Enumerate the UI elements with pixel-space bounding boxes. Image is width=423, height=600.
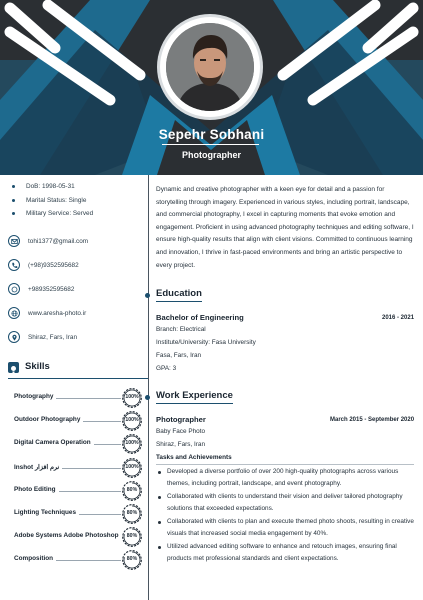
personal-item — [12, 197, 86, 204]
personal-item-label: DoB: 1998-05-31 — [26, 183, 75, 190]
job-company: Baby Face Photo — [156, 428, 206, 435]
education-dates: 2016 - 2021 — [382, 315, 415, 321]
skills-underline — [8, 378, 148, 379]
contact-website — [8, 306, 86, 320]
bullet-dot — [12, 199, 15, 202]
contact-whatsapp-text[interactable]: +989352595682 — [28, 285, 75, 293]
education-heading — [145, 287, 420, 303]
personal-item-label: Marital Status: Single — [26, 197, 87, 204]
education-gpa: GPA: 3 — [156, 365, 177, 372]
personal-item — [12, 183, 75, 190]
tasks-rule — [156, 464, 414, 465]
bullet-dot — [12, 212, 15, 215]
name-underline — [162, 144, 259, 145]
skill-row — [14, 411, 144, 431]
skill-level-badge — [122, 481, 142, 501]
skill-level-badge — [122, 550, 142, 570]
skill-name: Inshot نرم افزار — [14, 463, 62, 471]
skill-level-badge — [122, 504, 142, 524]
bullet-dot — [158, 546, 161, 549]
skill-level-badge — [122, 458, 142, 478]
section-dot — [145, 395, 150, 400]
job-dates: March 2015 - September 2020 — [330, 417, 415, 423]
education-institute: Institute/University: Fasa University — [156, 339, 256, 346]
skill-name: Photography — [14, 393, 56, 400]
profile-photo — [166, 23, 254, 111]
skill-name: Digital Camera Operation — [14, 439, 94, 446]
contact-location — [8, 330, 77, 344]
personal-item-label: Military Service: Served — [26, 210, 94, 217]
achievement-text: Collaborated with clients to plan and execute themed photo shoots, resulting in creative visuals that increased social media engagement by 40%. — [167, 518, 414, 538]
skill-row — [14, 458, 144, 478]
skill-row — [14, 527, 144, 547]
skill-name: Lighting Techniques — [14, 509, 79, 516]
candidate-name: Sepehr Sobhani — [158, 127, 265, 142]
contact-phone — [8, 258, 79, 272]
whatsapp-icon — [8, 283, 20, 295]
skill-name: Photo Editing — [14, 486, 59, 493]
achievement-item — [156, 466, 414, 491]
contact-email-text[interactable]: tohi1377@gmail.com — [28, 237, 89, 245]
candidate-title: Photographer — [181, 150, 241, 160]
degree-name: Bachelor of Engineering — [156, 313, 244, 322]
skill-percent: 80% — [126, 510, 138, 516]
skill-name: Composition — [14, 555, 56, 562]
bullet-dot — [158, 471, 161, 474]
work-heading — [145, 389, 420, 405]
job-location: Shiraz, Fars, Iran — [156, 441, 206, 448]
professional-summary: Dynamic and creative photographer with a keen eye for detail and a passion for storytelling through imagery. Experienced in various styles, including portrait, landscape, and commercial photography, I excel in capturing moments that evoke emotion and engagement. Proficient in using advanced photography techniques and editing software, I ensure high-quality results that align with client visions. Committed to continuous learning and innovation, I thrive in fast-paced environments and bring an artistic perspective to every project. — [156, 186, 414, 269]
skill-row — [14, 481, 144, 501]
skill-percent: 100% — [125, 440, 139, 446]
phone-icon — [8, 259, 20, 271]
achievement-text: Utilized advanced editing software to enhance and retouch images, ensuring final products met professional standards and client expectations. — [167, 543, 397, 563]
contact-whatsapp — [8, 282, 74, 296]
skill-level-badge — [122, 388, 142, 408]
skill-row — [14, 504, 144, 524]
achievement-item — [156, 541, 414, 566]
bullet-dot — [158, 521, 161, 524]
skills-icon — [8, 362, 19, 373]
skills-title: Skills — [25, 361, 50, 372]
profile-photo-frame — [160, 17, 260, 117]
section-dot — [145, 293, 150, 298]
work-title: Work Experience — [156, 390, 233, 404]
skill-row — [14, 550, 144, 570]
contact-location-text: Shiraz, Fars, Iran — [28, 333, 78, 341]
education-branch: Branch: Electrical — [156, 326, 206, 333]
achievement-item — [156, 516, 414, 541]
bullet-dot — [12, 185, 15, 188]
skill-level-badge — [122, 527, 142, 547]
skill-row — [14, 388, 144, 408]
skill-percent: 80% — [126, 556, 138, 562]
education-title: Education — [156, 288, 202, 302]
contact-website-text[interactable]: www.aresha-photo.ir — [28, 309, 87, 317]
skill-name: Outdoor Photography — [14, 416, 83, 423]
achievement-text: Collaborated with clients to understand their vision and deliver tailored photography solutions that exceeded expectations. — [167, 493, 403, 513]
skill-level-badge — [122, 411, 142, 431]
location-icon — [8, 331, 20, 343]
skill-percent: 100% — [125, 394, 139, 400]
skill-level-badge — [122, 434, 142, 454]
skill-percent: 100% — [125, 417, 139, 423]
skill-percent: 80% — [126, 533, 138, 539]
globe-icon — [8, 307, 20, 319]
skills-heading — [8, 361, 148, 375]
skill-row — [14, 434, 144, 454]
skill-name: Adobe Systems Adobe Photoshop — [14, 532, 122, 539]
resume-header — [0, 0, 423, 175]
column-divider — [148, 175, 149, 600]
bullet-dot — [158, 496, 161, 499]
education-location: Fasa, Fars, Iran — [156, 352, 202, 359]
skill-percent: 80% — [126, 487, 138, 493]
achievement-item — [156, 491, 414, 516]
personal-item — [12, 210, 93, 217]
job-role: Photographer — [156, 415, 206, 424]
contact-phone-text[interactable]: (+98)9352595682 — [28, 261, 79, 269]
contact-email — [8, 234, 88, 248]
tasks-heading: Tasks and Achievements — [156, 454, 232, 461]
skill-percent: 100% — [125, 464, 139, 470]
email-icon — [8, 235, 20, 247]
achievement-text: Developed a diverse portfolio of over 200 high-quality photographs across various themes, including portrait, landscape, and event photography. — [167, 468, 399, 488]
